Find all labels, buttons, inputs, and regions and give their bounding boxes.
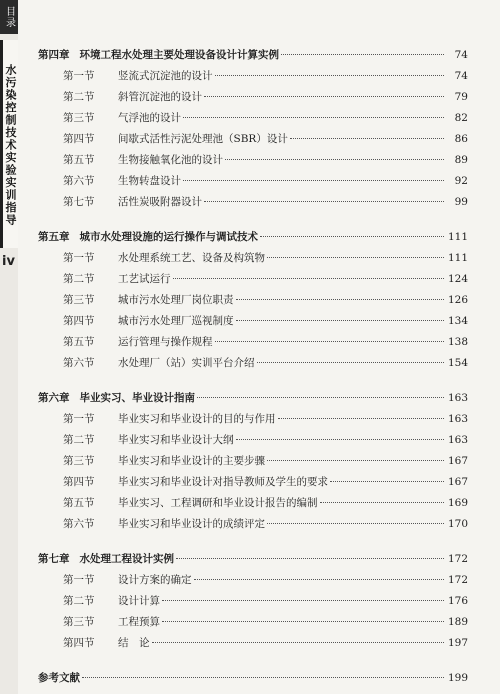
dot-leader — [236, 439, 445, 440]
page-ref: 163 — [447, 434, 468, 446]
page-ref: 167 — [447, 455, 468, 467]
section-title: 生物转盘设计 — [118, 175, 181, 187]
dot-leader — [176, 558, 444, 559]
chapter-title: 城市水处理设施的运行操作与调试技术 — [79, 231, 258, 243]
dot-leader — [260, 236, 444, 237]
toc-section[interactable] — [38, 89, 468, 110]
toc-section[interactable] — [38, 313, 468, 334]
page-ref: 154 — [447, 357, 468, 369]
section-title: 活性炭吸附器设计 — [118, 196, 202, 208]
chapter-number: 第七章 — [38, 553, 70, 565]
page-ref: 199 — [447, 672, 468, 684]
section-number: 第一节 — [63, 413, 95, 425]
section-number: 第一节 — [63, 70, 95, 82]
section-title: 工艺试运行 — [118, 273, 171, 285]
page-ref: 126 — [447, 294, 468, 306]
dot-leader — [281, 54, 444, 55]
toc-section[interactable] — [38, 432, 468, 453]
page-ref: 92 — [454, 175, 468, 187]
dot-leader — [267, 257, 444, 258]
toc-section[interactable] — [38, 593, 468, 614]
section-title: 斜管沉淀池的设计 — [118, 91, 202, 103]
page-ref: 89 — [454, 154, 468, 166]
dot-leader — [290, 138, 444, 139]
toc-section[interactable] — [38, 110, 468, 131]
section-title: 城市污水处理厂巡视制度 — [118, 315, 234, 327]
chapter-title: 水处理工程设计实例 — [79, 553, 174, 565]
page-ref: 170 — [447, 518, 468, 530]
toc-chapter-5[interactable] — [38, 229, 468, 250]
section-title: 毕业实习和毕业设计的目的与作用 — [118, 413, 276, 425]
toc-section[interactable] — [38, 68, 468, 89]
chapter-number: 第六章 — [38, 392, 70, 404]
section-title: 结 论 — [118, 637, 150, 649]
dot-leader — [267, 523, 444, 524]
table-of-contents — [38, 47, 468, 691]
section-title: 毕业实习和毕业设计对指导教师及学生的要求 — [118, 476, 328, 488]
page-ref: 82 — [454, 112, 468, 124]
page-ref: 197 — [447, 637, 468, 649]
chapter-title: 环境工程水处理主要处理设备设计计算实例 — [79, 49, 279, 61]
section-number: 第四节 — [63, 315, 95, 327]
toc-section[interactable] — [38, 516, 468, 537]
dot-leader — [82, 677, 444, 678]
section-number: 第七节 — [63, 196, 95, 208]
toc-section[interactable] — [38, 635, 468, 656]
toc-section[interactable] — [38, 271, 468, 292]
toc-references[interactable] — [38, 670, 468, 691]
dot-leader — [204, 96, 444, 97]
page-ref: 74 — [454, 49, 468, 61]
toc-chapter-6[interactable] — [38, 390, 468, 411]
section-number: 第三节 — [63, 455, 95, 467]
page-number: iv — [2, 254, 15, 269]
page-ref: 169 — [447, 497, 468, 509]
section-title: 毕业实习、工程调研和毕业设计报告的编制 — [118, 497, 318, 509]
chapter-title: 毕业实习、毕业设计指南 — [79, 392, 195, 404]
section-title: 毕业实习和毕业设计的成绩评定 — [118, 518, 265, 530]
page-ref: 189 — [447, 616, 468, 628]
page-ref: 172 — [447, 553, 468, 565]
page-ref: 111 — [447, 252, 468, 264]
chapter-number: 第四章 — [38, 49, 70, 61]
section-title: 气浮池的设计 — [118, 112, 181, 124]
dot-leader — [194, 579, 445, 580]
page-ref: 134 — [447, 315, 468, 327]
dot-leader — [162, 621, 444, 622]
chapter-number: 第五章 — [38, 231, 70, 243]
section-number: 第二节 — [63, 434, 95, 446]
page-ref: 138 — [447, 336, 468, 348]
section-number: 第五节 — [63, 336, 95, 348]
section-number: 第三节 — [63, 294, 95, 306]
toc-section[interactable] — [38, 474, 468, 495]
dot-leader — [215, 75, 445, 76]
section-number: 第五节 — [63, 497, 95, 509]
page-ref: 74 — [454, 70, 468, 82]
section-number: 第一节 — [63, 252, 95, 264]
toc-section[interactable] — [38, 152, 468, 173]
dot-leader — [204, 201, 444, 202]
toc-section[interactable] — [38, 131, 468, 152]
dot-leader — [183, 180, 444, 181]
section-title: 设计计算 — [118, 595, 160, 607]
section-number: 第三节 — [63, 616, 95, 628]
page-ref: 167 — [447, 476, 468, 488]
toc-section[interactable] — [38, 572, 468, 593]
page-ref: 99 — [454, 196, 468, 208]
dot-leader — [225, 159, 444, 160]
dot-leader — [173, 278, 445, 279]
page-ref: 172 — [447, 574, 468, 586]
dot-leader — [257, 362, 445, 363]
section-title: 生物接触氧化池的设计 — [118, 154, 223, 166]
page-ref: 111 — [447, 231, 468, 243]
page-ref: 124 — [447, 273, 468, 285]
toc-section[interactable] — [38, 614, 468, 635]
section-number: 第六节 — [63, 518, 95, 530]
section-title: 毕业实习和毕业设计的主要步骤 — [118, 455, 265, 467]
toc-section[interactable] — [38, 453, 468, 474]
section-number: 第四节 — [63, 476, 95, 488]
dot-leader — [267, 460, 444, 461]
section-title: 水处理厂（站）实训平台介绍 — [118, 357, 255, 369]
toc-section[interactable] — [38, 334, 468, 355]
page-ref: 163 — [447, 392, 468, 404]
section-number: 第六节 — [63, 175, 95, 187]
section-title: 设计方案的确定 — [118, 574, 192, 586]
dot-leader — [162, 600, 444, 601]
section-number: 第四节 — [63, 637, 95, 649]
toc-chapter-4[interactable] — [38, 47, 468, 68]
dot-leader — [215, 341, 445, 342]
page-ref: 176 — [447, 595, 468, 607]
toc-section[interactable] — [38, 495, 468, 516]
section-title: 水处理系统工艺、设备及构筑物 — [118, 252, 265, 264]
dot-leader — [320, 502, 445, 503]
section-number: 第一节 — [63, 574, 95, 586]
dot-leader — [197, 397, 444, 398]
toc-chapter-7[interactable] — [38, 551, 468, 572]
references-title: 参考文献 — [38, 672, 80, 684]
toc-section[interactable] — [38, 292, 468, 313]
book-title-vertical: 水污染控制技术实验实训指导 — [0, 40, 18, 248]
page-ref: 86 — [454, 133, 468, 145]
section-number: 第五节 — [63, 154, 95, 166]
section-number: 第六节 — [63, 357, 95, 369]
toc-section[interactable] — [38, 173, 468, 194]
dot-leader — [330, 481, 444, 482]
section-number: 第四节 — [63, 133, 95, 145]
contents-tab: 目录 — [0, 0, 18, 34]
dot-leader — [152, 642, 445, 643]
dot-leader — [183, 117, 444, 118]
section-title: 工程预算 — [118, 616, 160, 628]
section-number: 第二节 — [63, 273, 95, 285]
toc-section[interactable] — [38, 355, 468, 376]
section-title: 运行管理与操作规程 — [118, 336, 213, 348]
dot-leader — [236, 299, 445, 300]
section-number: 第二节 — [63, 595, 95, 607]
section-title: 间歇式活性污泥处理池（SBR）设计 — [118, 133, 288, 145]
section-title: 毕业实习和毕业设计大纲 — [118, 434, 234, 446]
page-ref: 79 — [454, 91, 468, 103]
section-title: 城市污水处理厂岗位职责 — [118, 294, 234, 306]
toc-section[interactable] — [38, 411, 468, 432]
toc-section[interactable] — [38, 250, 468, 271]
section-number: 第二节 — [63, 91, 95, 103]
toc-section[interactable] — [38, 194, 468, 215]
section-title: 竖流式沉淀池的设计 — [118, 70, 213, 82]
dot-leader — [278, 418, 445, 419]
dot-leader — [236, 320, 445, 321]
page-ref: 163 — [447, 413, 468, 425]
section-number: 第三节 — [63, 112, 95, 124]
